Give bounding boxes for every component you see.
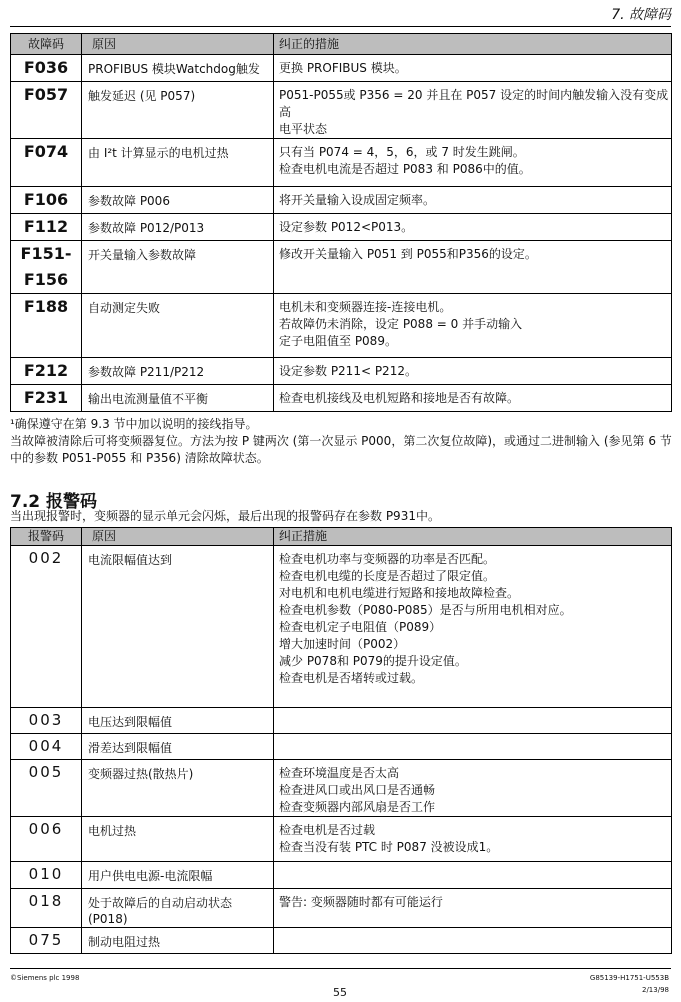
col-header-cause: 原因 [82, 528, 274, 546]
fix-line: 将开关量输入设成固定频率。 [279, 193, 436, 207]
fix-cell [274, 82, 672, 139]
code-cell: 002 [11, 546, 82, 708]
fix-line: 电平状态 [279, 122, 328, 136]
document-date: 2/13/98 [642, 986, 669, 994]
fix-line: 检查电机电流是否超过 P083 和 P086中的值。 [279, 162, 531, 176]
fix-line: 对电机和电机电缆进行短路和接地故障检查。 [279, 586, 520, 600]
fix-cell [274, 358, 672, 385]
code-cell: F112 [11, 214, 82, 241]
cause-cell: 开关量输入参数故障 [82, 241, 274, 294]
code-cell: 004 [11, 734, 82, 760]
fix-line: 定子电阻值至 P089。 [279, 334, 397, 348]
cause-cell: PROFIBUS 模块Watchdog触发 [82, 55, 274, 82]
cause-cell: 电流限幅值达到 [82, 546, 274, 708]
fix-line: 只有当 P074 = 4，5，6，或 7 时发生跳闸。 [279, 145, 525, 159]
code-cell: 003 [11, 708, 82, 734]
fix-line: 检查电机功率与变频器的功率是否匹配。 [279, 552, 496, 566]
col-header-code: 报警码 [11, 528, 82, 546]
table-row [11, 546, 672, 708]
fix-cell [274, 889, 672, 928]
fix-cell [274, 241, 672, 294]
table-row [11, 214, 672, 241]
cause-cell: 输出电流测量值不平衡 [82, 385, 274, 412]
footnote: ¹确保遵守在第 9.3 节中加以说明的接线指导。 [10, 417, 258, 431]
cause-cell: 由 I²t 计算显示的电机过热 [82, 139, 274, 187]
col-header-fix: 纠正措施 [274, 528, 672, 546]
fix-cell [274, 546, 672, 708]
fix-line: 检查电机定子电阻值（P089） [279, 620, 442, 634]
table-row [11, 358, 672, 385]
cause-cell: 电压达到限幅值 [82, 708, 274, 734]
table-row [11, 187, 672, 214]
cause-cell: 处于故障后的自动启动状态 (P018) [82, 889, 274, 928]
cause-cell: 用户供电电源-电流限幅 [82, 862, 274, 889]
fix-line: 检查电机是否过载 [279, 823, 376, 837]
fix-line: 检查变频器内部风扇是否工作 [279, 800, 436, 814]
table-row [11, 760, 672, 817]
fix-line: 检查当没有装 PTC 时 P087 没被设成1。 [279, 840, 499, 854]
code-cell: 075 [11, 928, 82, 954]
fix-line: 更换 PROFIBUS 模块。 [279, 61, 407, 75]
footer-rule [10, 968, 671, 969]
fix-line: 警告: 变频器随时都有可能运行 [279, 895, 443, 909]
document-id: G85139-H1751-U553B [589, 974, 669, 982]
fix-cell [274, 928, 672, 954]
code-cell: F036 [11, 55, 82, 82]
fix-cell [274, 385, 672, 412]
fix-line: 检查电机接线及电机短路和接地是否有故障。 [279, 391, 520, 405]
cause-cell: 参数故障 P211/P212 [82, 358, 274, 385]
section-heading: 7.2 报警码 [10, 492, 98, 512]
code-cell: F188 [11, 294, 82, 358]
code-cell: 010 [11, 862, 82, 889]
code-cell: F074 [11, 139, 82, 187]
page-number: 55 [333, 986, 347, 999]
fix-cell [274, 214, 672, 241]
table-row [11, 734, 672, 760]
header-rule [10, 26, 671, 27]
fix-line: 检查电机电缆的长度是否超过了限定值。 [279, 569, 496, 583]
fix-line: 若故障仍未消除，设定 P088 = 0 并手动输入 [279, 317, 523, 331]
code-cell: F231 [11, 385, 82, 412]
fix-line: 修改开关量输入 P051 到 P055和P356的设定。 [279, 247, 537, 261]
copyright: ©Siemens plc 1998 [10, 974, 80, 982]
code-cell: 005 [11, 760, 82, 817]
table-row [11, 55, 672, 82]
code-cell: F212 [11, 358, 82, 385]
fix-cell [274, 708, 672, 734]
fix-line: 电机未和变频器连接-连接电机。 [279, 300, 452, 314]
fix-cell [274, 294, 672, 358]
fix-line: 检查电机是否堵转或过载。 [279, 671, 424, 685]
fix-line: 检查电机参数（P080-P085）是否与所用电机相对应。 [279, 603, 572, 617]
table-row [11, 928, 672, 954]
table-row [11, 139, 672, 187]
table-row [11, 708, 672, 734]
table-row [11, 385, 672, 412]
cause-cell: 滑差达到限幅值 [82, 734, 274, 760]
fix-line: 减少 P078和 P079的提升设定值。 [279, 654, 467, 668]
table-row [11, 862, 672, 889]
fix-cell [274, 187, 672, 214]
reset-note: 当故障被清除后可将变频器复位。方法为按 P 键两次 (第一次显示 P000，第二次复位故障)，或通过二进制输入 (参见第 6 节中的参数 P051-P055 和 P356) 清除故障状态。 [10, 434, 672, 465]
code-cell: 018 [11, 889, 82, 928]
chapter-header: 7. 故障码 [611, 7, 671, 23]
fix-cell [274, 139, 672, 187]
fix-cell [274, 760, 672, 817]
fault-code-table [10, 33, 672, 412]
alarm-code-table [10, 527, 672, 954]
table-row [11, 82, 672, 139]
fix-line: 设定参数 P012<P013。 [279, 220, 414, 234]
code-cell: F151- F156 [11, 241, 82, 294]
table-row [11, 817, 672, 862]
fix-cell [274, 55, 672, 82]
cause-cell: 电机过热 [82, 817, 274, 862]
fix-line: 检查环境温度是否太高 [279, 766, 400, 780]
fix-line: 增大加速时间（P002） [279, 637, 406, 651]
col-header-code: 故障码 [11, 34, 82, 55]
code-cell: 006 [11, 817, 82, 862]
fix-cell [274, 734, 672, 760]
fix-line: P051-P055或 P356 = 20 并且在 P057 设定的时间内触发输入没有变成高 [279, 88, 669, 119]
cause-cell: 触发延迟 (见 P057) [82, 82, 274, 139]
table-row [11, 889, 672, 928]
col-header-cause: 原因 [82, 34, 274, 55]
code-cell: F106 [11, 187, 82, 214]
table-row [11, 294, 672, 358]
fix-line: 设定参数 P211< P212。 [279, 364, 417, 378]
col-header-fix: 纠正的措施 [274, 34, 672, 55]
fix-cell [274, 817, 672, 862]
fix-line: 检查进风口或出风口是否通畅 [279, 783, 436, 797]
code-cell: F057 [11, 82, 82, 139]
fix-cell [274, 862, 672, 889]
cause-cell: 变频器过热(散热片) [82, 760, 274, 817]
section-intro: 当出现报警时，变频器的显示单元会闪烁，最后出现的报警码存在参数 P931中。 [10, 509, 440, 523]
table-row [11, 241, 672, 294]
cause-cell: 制动电阻过热 [82, 928, 274, 954]
cause-cell: 自动测定失败 [82, 294, 274, 358]
cause-cell: 参数故障 P012/P013 [82, 214, 274, 241]
cause-cell: 参数故障 P006 [82, 187, 274, 214]
